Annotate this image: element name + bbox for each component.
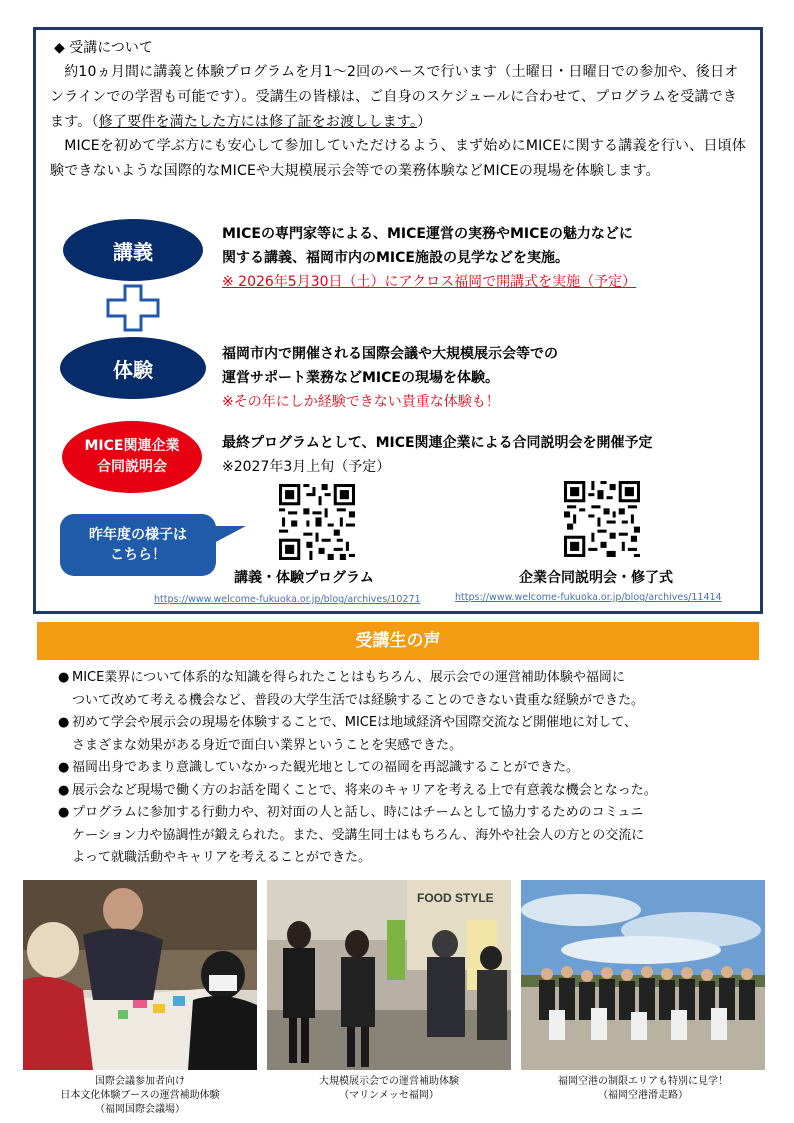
voice-line: よって就職活動やキャリアを考えることができた。 — [72, 850, 372, 865]
voices-title: 受講生の声 — [355, 631, 441, 651]
lecture-description — [222, 222, 636, 294]
voice-item — [58, 802, 758, 870]
qr-label-lecture: 講義・体験プログラム — [234, 570, 374, 586]
bubble-line-1: 昨年度の様子は — [89, 527, 187, 543]
briefing-note: ※2027年3月上旬（予定） — [222, 459, 391, 475]
photo-origami-booth — [23, 880, 257, 1070]
lecture-note: ※ 2026年5月30日（土）にアクロス福岡で開講式を実施（予定） — [222, 274, 637, 290]
qr-code-briefing[interactable] — [564, 481, 640, 557]
voice-line: ついて改めて考える機会など、普段の大学生活では経験することのできない貴重な経験ができた。 — [72, 692, 645, 708]
photo-caption-origami — [23, 1075, 257, 1117]
briefing-description — [222, 431, 653, 479]
voices-list — [58, 667, 758, 870]
briefing-label-line-1: MICE関連企業 — [84, 438, 180, 454]
lecture-label: 講義 — [113, 239, 153, 264]
qr-url-briefing[interactable]: https://www.welcome-fukuoka.or.jp/blog/archives/11414 — [455, 592, 722, 603]
experience-line-2: 運営サポート業務などMICEの現場を体験。 — [222, 370, 499, 386]
caption-line: 福岡空港の制限エリアも特別に見学！ — [558, 1076, 728, 1087]
voice-line: さまざまな効果がある身近で面白い業界ということを実感できた。 — [72, 737, 463, 753]
experience-oval — [60, 337, 206, 399]
voice-line: 展示会など現場で働く方のお話を聞くことで、将来のキャリアを考える上で有意義な機会となった。 — [72, 782, 657, 798]
voice-item — [58, 757, 758, 780]
photo-airport — [521, 880, 765, 1070]
experience-description — [222, 342, 558, 414]
bullet-icon: ● — [58, 670, 70, 685]
completion-note: 修了要件を満たした方には修了証をお渡しします。 — [98, 114, 418, 130]
voice-line: プログラムに参加する行動力や、初対面の人と話し、時にはチームとして協力するためのコミュニ — [72, 805, 644, 820]
qr-label-briefing: 企業合同説明会・修了式 — [519, 570, 673, 586]
lecture-oval — [63, 219, 203, 281]
briefing-label-line-2: 合同説明会 — [97, 459, 167, 475]
voice-line: 初めて学会や展示会の現場を体験することで、MICEは地域経済や国際交流など開催地に対して、 — [72, 715, 637, 730]
caption-line: 日本文化体験ブースの運営補助体験 — [60, 1090, 220, 1101]
about-heading: ◆ 受講について — [54, 40, 153, 56]
voice-item — [58, 712, 758, 757]
lecture-line-1: MICEの専門家等による、MICE運営の実務やMICEの魅力などに — [222, 226, 633, 242]
caption-line: 国際会議参加者向け — [95, 1076, 185, 1087]
exhibition-sign: FOOD STYLE — [417, 891, 494, 905]
experience-label: 体験 — [113, 357, 153, 382]
photo-caption-exhibition — [267, 1075, 511, 1103]
voice-line: 福岡出身であまり意識していなかった観光地としての福岡を再認識することができた。 — [72, 760, 580, 775]
briefing-line-1: 最終プログラムとして、MICE関連企業による合同説明会を開催予定 — [222, 435, 653, 451]
about-paragraph-1 — [50, 60, 750, 135]
qr-code-lecture[interactable] — [279, 484, 355, 560]
voice-item — [58, 667, 758, 712]
bubble-line-2: こちら！ — [110, 547, 166, 563]
about-paragraph-1-end: ） — [417, 114, 432, 130]
briefing-oval — [62, 421, 202, 493]
voice-item — [58, 780, 758, 803]
bullet-icon: ● — [58, 782, 70, 798]
plus-icon — [106, 284, 160, 332]
about-paragraph-1-text: 約10ヵ月間に講義と体験プログラムを月1～2回のペースで行います（土曜日・日曜日での参加や、後日オンラインでの学習も可能です）。受講生の皆様は、ご自身のスケジュールに合わせて、プログラムを受講できます。（ — [50, 64, 739, 130]
bullet-icon: ● — [58, 805, 70, 820]
voice-line: MICE業界について体系的な知識を得られたことはもちろん、展示会での運営補助体験や福岡に — [72, 670, 625, 685]
caption-line: （福岡国際会議場） — [95, 1104, 185, 1115]
experience-line-1: 福岡市内で開催される国際会議や大規模展示会等での — [222, 346, 558, 362]
bullet-icon: ● — [58, 715, 70, 730]
experience-note: ※その年にしか経験できない貴重な体験も！ — [222, 394, 500, 410]
bullet-icon: ● — [58, 760, 70, 775]
caption-line: 大規模展示会での運営補助体験 — [319, 1076, 459, 1087]
last-year-bubble — [60, 514, 216, 576]
bubble-tail — [212, 522, 246, 546]
voice-line: ケーション力や協調性が鍛えられた。また、受講生同士はもちろん、海外や社会人の方との交流に — [72, 827, 645, 843]
caption-line: （マリンメッセ福岡） — [339, 1090, 439, 1101]
voices-title-bar — [37, 622, 759, 660]
photo-exhibition — [267, 880, 511, 1070]
lecture-line-2: 関する講義、福岡市内のMICE施設の見学などを実施。 — [222, 250, 569, 266]
photo-caption-airport — [521, 1075, 765, 1103]
about-paragraph-2: MICEを初めて学ぶ方にも安心して参加していただけるよう、まず始めにMICEに関する講義を行い、日頃体験できないような国際的なMICEや大規模展示会等での業務体験などMICEの現場を体験します。 — [50, 138, 747, 179]
caption-line: （福岡空港滑走路） — [598, 1090, 688, 1101]
qr-url-lecture[interactable]: https://www.welcome-fukuoka.or.jp/blog/archives/10271 — [154, 594, 421, 605]
